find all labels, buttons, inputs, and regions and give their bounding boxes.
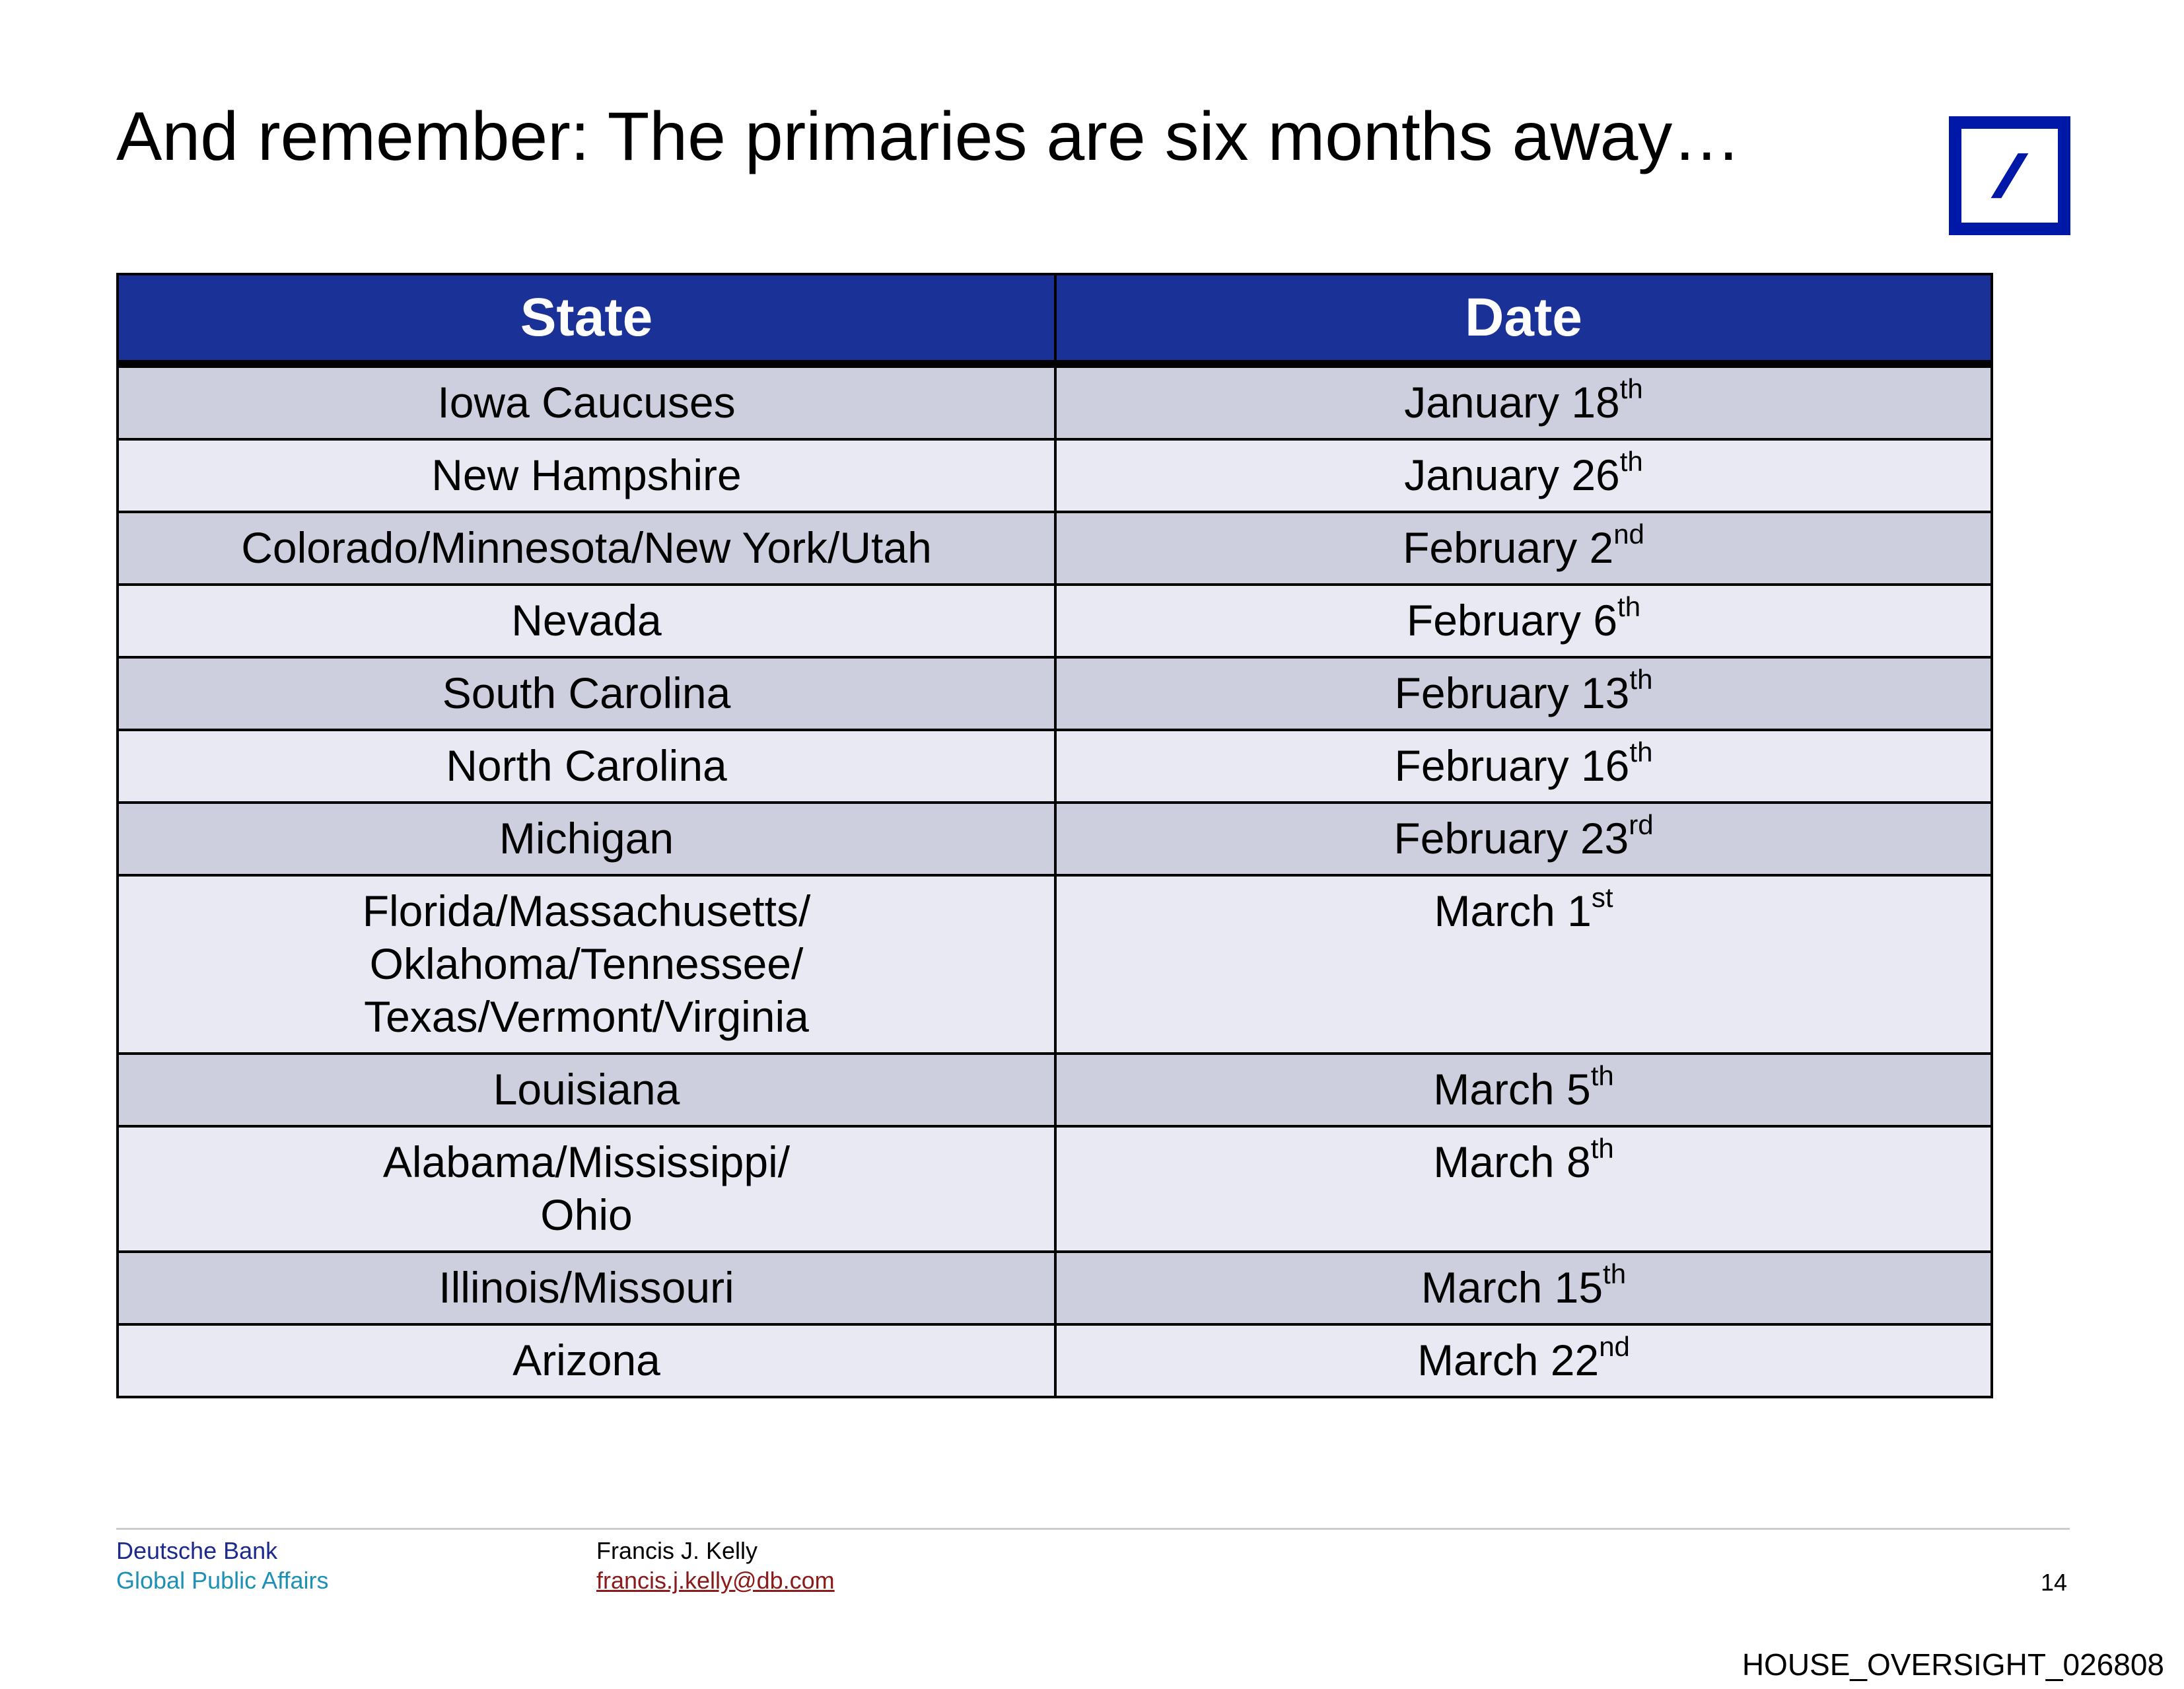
date-cell [1055, 657, 1992, 730]
state-cell [118, 1054, 1055, 1126]
table-row [118, 1126, 1992, 1252]
date-ordinal-suffix: th [1619, 373, 1643, 404]
date-text: January 18 [1404, 378, 1620, 427]
state-cell [118, 803, 1055, 875]
state-line: Illinois/Missouri [439, 1263, 734, 1312]
state-line: New Hampshire [431, 450, 742, 499]
date-cell [1055, 875, 1992, 1054]
slide-title: And remember: The primaries are six months away… [116, 98, 1742, 175]
state-cell [118, 657, 1055, 730]
date-text: February 23 [1393, 814, 1629, 863]
date-ordinal-suffix: st [1591, 882, 1613, 913]
date-text: March 22 [1417, 1336, 1600, 1384]
date-text: February 2 [1403, 523, 1614, 572]
table-row [118, 1054, 1992, 1126]
table-body [118, 364, 1992, 1397]
date-text: February 6 [1406, 596, 1618, 645]
date-text: March 15 [1421, 1263, 1603, 1312]
table-row [118, 730, 1992, 803]
slash-icon [1961, 129, 2058, 223]
table-row [118, 1252, 1992, 1324]
state-cell [118, 1126, 1055, 1252]
state-line: Florida/Massachusetts/ [362, 886, 811, 935]
state-line: Oklahoma/Tennessee/ [369, 939, 804, 988]
deutsche-bank-logo [1949, 116, 2070, 235]
date-ordinal-suffix: th [1629, 664, 1653, 695]
state-line: Arizona [512, 1336, 660, 1384]
column-header-date: Date [1055, 274, 1992, 364]
state-cell [118, 512, 1055, 585]
date-ordinal-suffix: rd [1629, 809, 1654, 840]
state-cell [118, 875, 1055, 1054]
state-cell [118, 585, 1055, 657]
date-ordinal-suffix: th [1619, 446, 1643, 477]
date-ordinal-suffix: th [1629, 737, 1653, 768]
date-cell [1055, 512, 1992, 585]
state-cell [118, 730, 1055, 803]
table-row [118, 803, 1992, 875]
column-header-state: State [118, 274, 1055, 364]
state-line: Texas/Vermont/Virginia [364, 992, 809, 1041]
state-line: Colorado/Minnesota/New York/Utah [241, 523, 932, 572]
date-ordinal-suffix: nd [1599, 1331, 1630, 1362]
document-stamp: HOUSE_OVERSIGHT_026808 [1742, 1647, 2164, 1682]
table-row [118, 657, 1992, 730]
date-cell [1055, 585, 1992, 657]
table-row [118, 875, 1992, 1054]
table-row [118, 1324, 1992, 1397]
page-number: 14 [2041, 1569, 2068, 1596]
date-text: February 13 [1394, 668, 1630, 717]
date-cell [1055, 1324, 1992, 1397]
date-cell [1055, 364, 1992, 439]
footer-divider [116, 1528, 2070, 1530]
date-ordinal-suffix: th [1590, 1133, 1614, 1164]
table-row [118, 585, 1992, 657]
date-cell [1055, 730, 1992, 803]
date-ordinal-suffix: th [1603, 1258, 1627, 1289]
date-ordinal-suffix: th [1617, 591, 1641, 622]
date-text: March 5 [1433, 1065, 1591, 1114]
state-cell [118, 1252, 1055, 1324]
footer-contact-email[interactable]: francis.j.kelly@db.com [596, 1567, 835, 1594]
state-line: Nevada [511, 596, 662, 645]
state-cell [118, 439, 1055, 512]
state-line: North Carolina [446, 741, 727, 790]
date-text: March 1 [1434, 886, 1592, 935]
footer-org: Deutsche Bank [116, 1537, 278, 1564]
date-cell [1055, 439, 1992, 512]
state-line: Alabama/Mississippi/ [382, 1137, 791, 1186]
date-cell [1055, 803, 1992, 875]
date-cell [1055, 1054, 1992, 1126]
date-text: February 16 [1394, 741, 1630, 790]
table-header-row [118, 274, 1992, 364]
date-ordinal-suffix: nd [1613, 519, 1644, 550]
footer-department: Global Public Affairs [116, 1567, 329, 1594]
state-line: Louisiana [493, 1065, 680, 1114]
primaries-table [116, 273, 1993, 1398]
table-row [118, 364, 1992, 439]
state-cell [118, 1324, 1055, 1397]
date-text: January 26 [1404, 450, 1620, 499]
state-line: Michigan [499, 814, 674, 863]
state-line: Iowa Caucuses [437, 378, 736, 427]
table-row [118, 439, 1992, 512]
state-line: South Carolina [442, 668, 731, 717]
state-line: Ohio [540, 1190, 633, 1239]
date-text: March 8 [1433, 1137, 1591, 1186]
date-cell [1055, 1126, 1992, 1252]
date-cell [1055, 1252, 1992, 1324]
state-cell [118, 364, 1055, 439]
table-row [118, 512, 1992, 585]
footer-contact-name: Francis J. Kelly [596, 1537, 758, 1564]
date-ordinal-suffix: th [1590, 1060, 1614, 1091]
